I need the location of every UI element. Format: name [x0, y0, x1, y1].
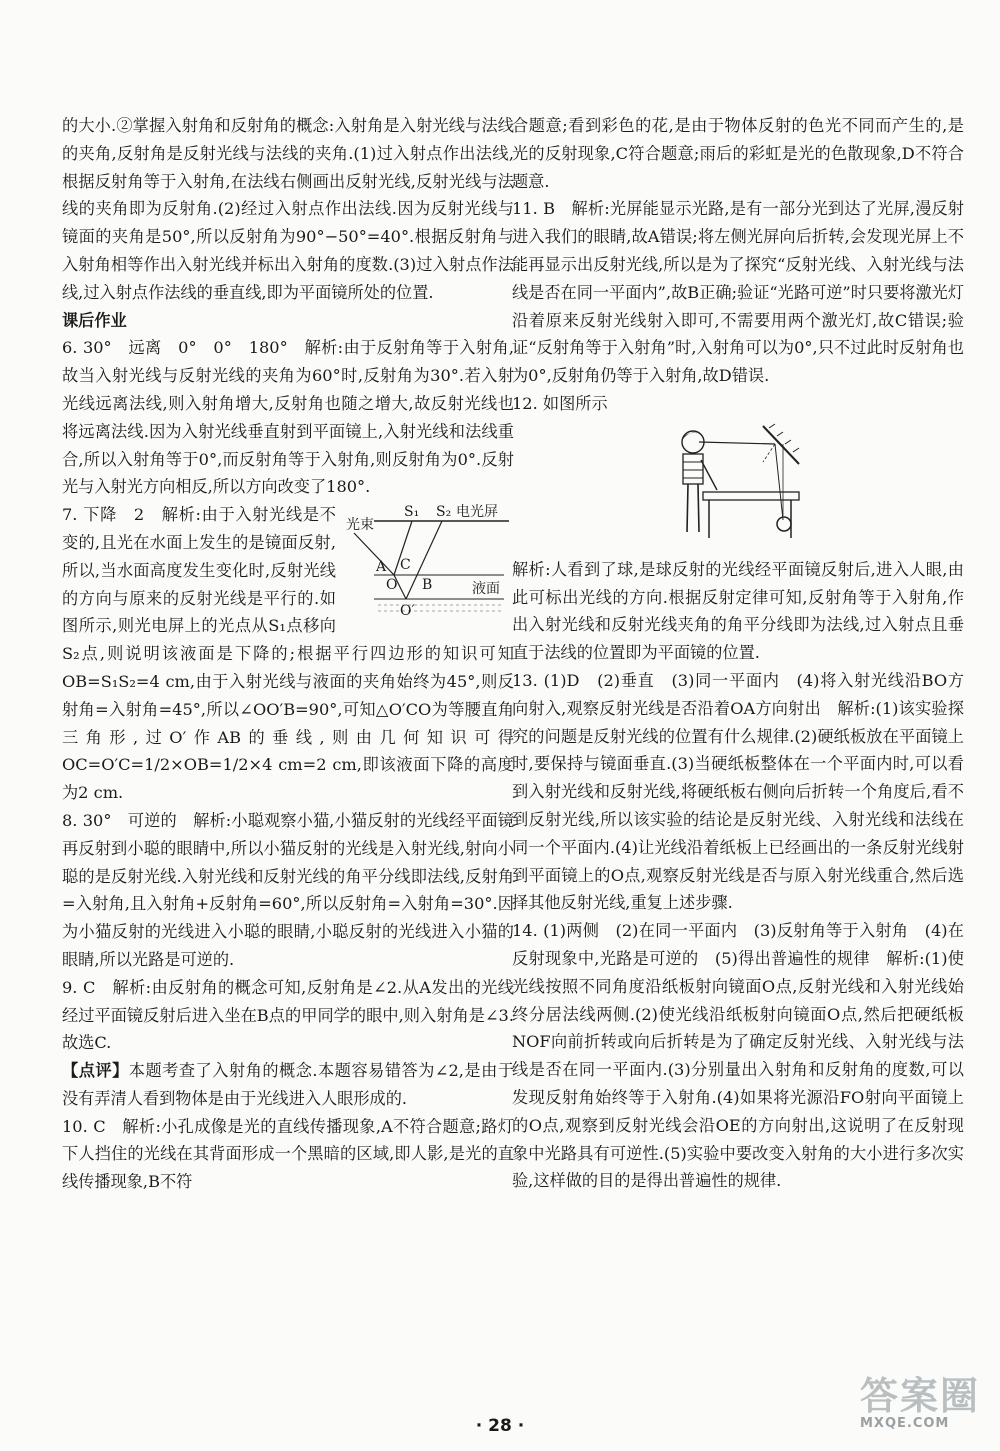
watermark [860, 1376, 980, 1431]
label-screen: 电光屏 [456, 504, 498, 521]
answer-7: 7. 下降 2 解析:由于入射光线是不变的,且光在水面上发生的是镜面反射,所以,当水面高度发生变化时,反射光线的方向与原来的反射光线是平行的.如图所示,则光电屏上的光点从S₁点移向S₂点,则说明该液面是下降的;根据平行四边形的知识可知OB=S₁S₂=4 cm,由于入射光线与液面的夹角始终为45°,则反射角=入射角=45°,所以∠OO′B=90°,可知△O′CO为等腰直角三角形,过O′作AB的垂线,则由几何知识可得OC=O′C=1/2×OB=1/2×4 cm=2 cm,即该液面下降的高度为2 cm. [62, 505, 514, 803]
answer-7-block [62, 501, 514, 807]
incident-beam [354, 533, 394, 575]
mirror-hatch-2 [777, 432, 783, 436]
label-s1: S₁ [404, 504, 420, 521]
answer-14: 14. (1)两侧 (2)在同一平面内 (3)反射角等于入射角 (4)在反射现象中,光路是可逆的 (5)得出普遍性的规律 解析:(1)使光线按照不同角度沿纸板射向镜面O点,反射光线和入射光线始终分居法线两侧.(2)使光线沿纸板射向镜面O点,然后把硬纸板NOF向前折转或向后折转是为了确定反射光线、入射光线与法线是否在同一平面内.(3)分别量出入射角和反射角的度数,可以发现反射角始终等于入射角.(4)如果将光源沿FO射向平面镜上的O点,观察到反射光线会沿OE的方向射出,这说明了在反射现象中光路具有可逆性.(5)实验中要改变入射角的大小进行多次实验,这样做的目的是得出普遍性的规律. [512, 921, 964, 1191]
mirror-hatch-4 [793, 448, 799, 452]
answer-11: 11. B 解析:光屏能显示光路,是有一部分光到达了光屏,漫反射进入我们的眼睛,故A错误;将左侧光屏向后折转,会发现光屏上不能再显示出反射光线,所以是为了探究“反射光线、入射光线与法线是否在同一平面内”,故B正确;验证“光路可逆”时只要将激光灯沿着原来反射光线射入即可,不需要用两个激光灯,故C错误;验证“反射角等于入射角”时,入射角可以为0°,只不过此时反射角也为0°,反射角仍等于入射角,故D错误. [512, 199, 965, 386]
note-label: 【点评】 [62, 1061, 129, 1081]
boy-leg-right [698, 484, 699, 532]
answer-10-continued: 合题意;看到彩色的花,是由于物体反射的色光不同而产生的,是光的反射现象,C符合题意;雨后的彩虹是光的色散现象,D不符合题意. [512, 116, 964, 191]
mirror-hatch-1 [769, 424, 775, 428]
right-column [512, 112, 964, 1195]
page-number: · 28 · [475, 1416, 525, 1436]
note-text: 本题考查了入射角的概念.本题容易错答为∠2,是由于没有弄清人看到物体是由于光线进入人眼形成的. [62, 1061, 515, 1108]
mirror-hatch-3 [785, 440, 791, 444]
answer-9-note [62, 1057, 514, 1113]
answer-8: 8. 30° 可逆的 解析:小聪观察小猫,小猫反射的光线经平面镜再反射到小聪的眼睛中,所以小猫反射的光线是入射光线,射向小聪的是反射光线.入射光线和反射光线的角平分线即法线,反射角=入射角,且入射角+反射角=60°,所以反射角=入射角=30°.因为小猫反射的光线进入小聪的眼睛,小聪反射的光线进入小猫的眼睛,所以光路是可逆的. [62, 810, 514, 969]
answer-10: 10. C 解析:小孔成像是光的直线传播现象,A不符合题意;路灯下人挡住的光线在其背面形成一个黑暗的区域,即人影,是光的直线传播现象,B不符 [62, 1116, 514, 1192]
answer-12-analysis: 解析:人看到了球,是球反射的光线经平面镜反射后,进入人眼,由此可标出光线的方向.根据反射定律可知,反射角等于入射角,作出入射光线和反射光线夹角的角平分线即为法线,过入射点且垂直于法线的位置即为平面镜的位置. [512, 559, 964, 663]
answer-12: 12. 如图所示 [512, 393, 608, 413]
label-o-prime: O′ [400, 603, 415, 620]
table-top [703, 492, 799, 500]
label-b: B [422, 577, 433, 594]
answer-6: 6. 30° 远离 0° 0° 180° 解析:由于反射角等于入射角,故当入射光线与反射光线的夹角为60°时,反射角为30°.若入射光线远离法线,则入射角增大,反射角也随之增大,故反射光线也将远离法线.因为入射光线垂直射到平面镜上,入射光线和法线重合,所以入射角等于0°,而反射角等于入射角,则反射角为0°.反射光与入射光方向相反,所以方向改变了180°. [62, 338, 514, 497]
left-column [62, 112, 514, 1196]
watermark-logo: 答案圈 [859, 1374, 980, 1418]
label-liquid: 液面 [472, 581, 500, 598]
label-c: C [400, 557, 411, 574]
label-beam: 光束 [346, 517, 374, 534]
label-o: O [386, 577, 398, 594]
intro-paragraph: 的大小.②掌握入射角和反射角的概念:入射角是入射光线与法线的夹角,反射角是反射光线与法线的夹角.(1)过入射点作出法线,根据反射角等于入射角,在法线右侧画出反射光线,反射光线与法线的夹角即为反射角.(2)经过入射点作出法线.因为反射光线与镜面的夹角是50°,所以反射角为90°−50°=40°.根据反射角与入射角相等作出入射光线并标出入射角的度数.(3)过入射点作法线,过入射点作法线的垂直线,即为平面镜所处的位置. [62, 116, 514, 302]
mirror-line [763, 426, 799, 464]
ball-icon [777, 517, 791, 531]
liquid-level-diagram [344, 503, 514, 623]
answer-13: 13. (1)D (2)垂直 (3)同一平面内 (4)将入射光线沿BO方向射入,观察反射光线是否沿着OA方向射出 解析:(1)该实验探究的问题是反射光线的位置有什么规律.(2)硬纸板放在平面镜上时,要保持与镜面垂直.(3)当硬纸板整体在一个平面内时,可以看到入射光线和反射光线,将硬纸板右侧向后折转一个角度后,看不到反射光线,所以该实验的结论是反射光线、入射光线和法线在同一个平面内.(4)让光线沿着纸板上已经画出的一条反射光线射到平面镜上的O点,观察反射光线是否与原入射光线重合,然后选择其他反射光线,重复上述步骤. [512, 670, 964, 913]
watermark-site: MXQE.COM [859, 1416, 950, 1431]
boy-leg-left [687, 484, 688, 532]
light-ray-from-ball [775, 444, 783, 520]
normal-line [763, 444, 775, 462]
label-a: A [376, 559, 387, 576]
light-ray-to-eye [699, 442, 775, 444]
boy-body [683, 454, 703, 484]
answer-9: 9. C 解析:由反射角的概念可知,反射角是∠2.从A发出的光线经过平面镜反射后进入坐在B点的甲同学的眼中,则入射角是∠3.故选C. [62, 977, 514, 1053]
section-heading: 课后作业 [62, 310, 127, 330]
label-s2: S₂ [436, 504, 452, 521]
boy-mirror-figure [663, 420, 813, 550]
